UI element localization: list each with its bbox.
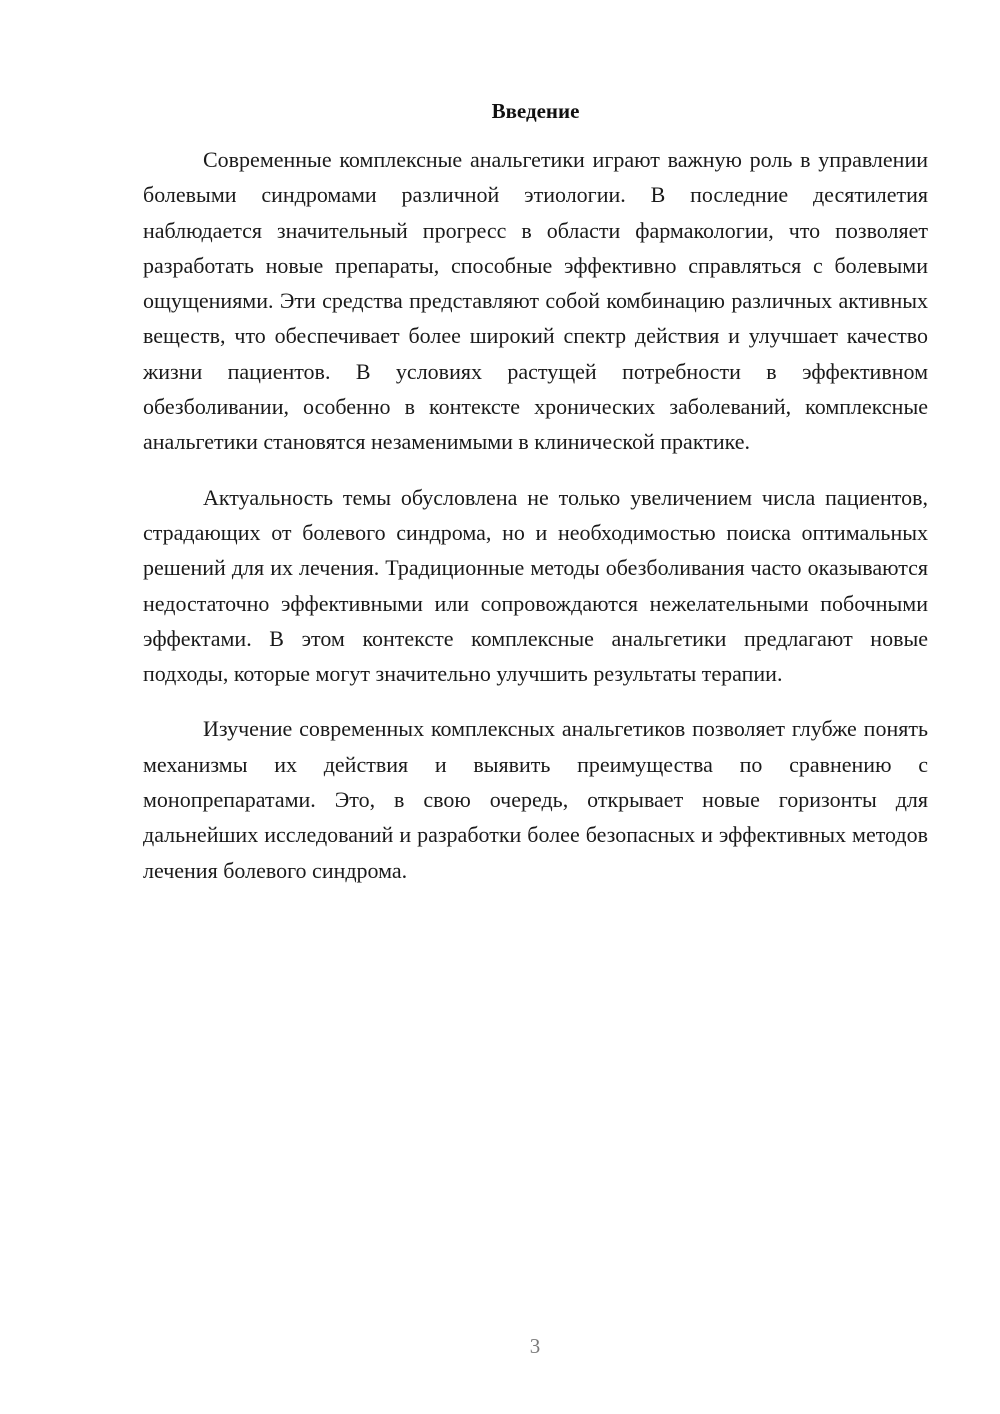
section-title: Введение <box>491 99 580 123</box>
page-number: 3 <box>529 1334 541 1358</box>
paragraph-3: Изучение современных комплексных анальгетиков позволяет глубже понять механизмы их действия и выявить преимущества по сравнению с монопрепаратами. Это, в свою очередь, открывает новые горизонты для дальнейших исследований и разработки более безопасных и эффективных методов лечения болевого синдрома. <box>143 716 928 883</box>
page-content <box>143 96 928 908</box>
paragraph-1: Современные комплексные анальгетики играют важную роль в управлении болевыми синдромами различной этиологии. В последние десятилетия наблюдается значительный прогресс в области фармакологии, что позволяет разработать новые препараты, способные эффективно справляться с болевыми ощущениями. Эти средства представляют собой комбинацию различных активных веществ, что обеспечивает более широкий спектр действия и улучшает качество жизни пациентов. В условиях растущей потребности в эффективном обезболивании, особенно в контексте хронических заболеваний, комплексные анальгетики становятся незаменимыми в клинической практике. <box>143 147 928 455</box>
paragraph-2: Актуальность темы обусловлена не только увеличением числа пациентов, страдающих от болевого синдрома, но и необходимостью поиска оптимальных решений для их лечения. Традиционные методы обезболивания часто оказываются недостаточно эффективными или сопровождаются нежелательными побочными эффектами. В этом контексте комплексные анальгетики предлагают новые подходы, которые могут значительно улучшить результаты терапии. <box>143 484 928 687</box>
